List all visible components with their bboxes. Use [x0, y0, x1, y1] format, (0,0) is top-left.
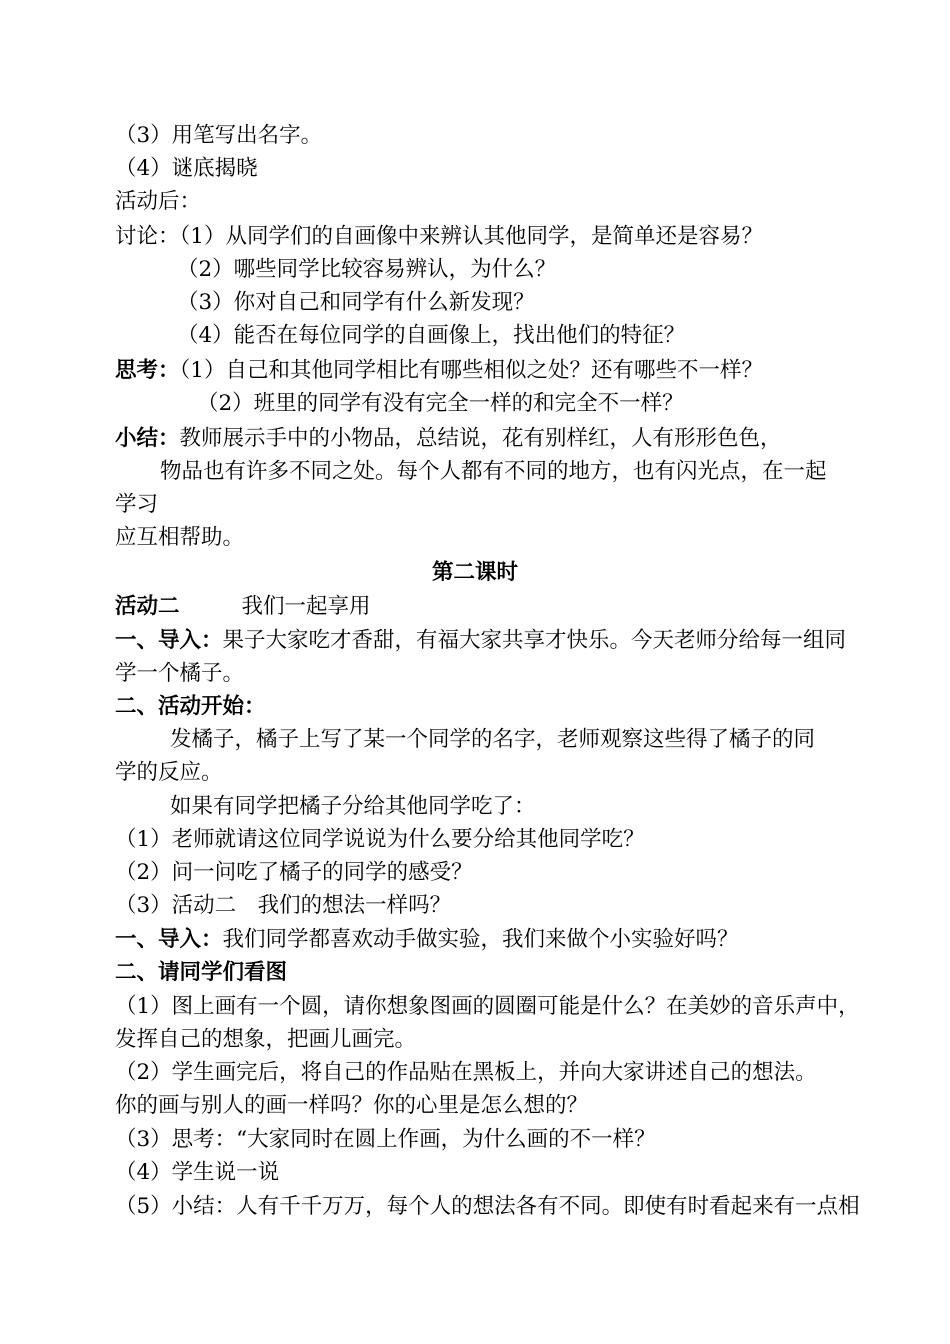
- activity-line: [115, 592, 371, 622]
- intro-line: [115, 925, 739, 955]
- section-heading: 二、请同学们看图: [115, 960, 288, 985]
- doc-line: 学一个橘子。: [115, 661, 245, 686]
- doc-text: 果子大家吃才香甜，有福大家共享才快乐。今天老师分给每一组同: [222, 628, 847, 653]
- activity-heading: 活动二: [115, 594, 180, 619]
- doc-line: （4）学生说一说: [115, 1160, 280, 1185]
- doc-line: 活动后：: [115, 189, 202, 214]
- discussion-line: [115, 222, 763, 252]
- doc-line: 发橘子，橘子上写了某一个同学的名字，老师观察这些得了橘子的同: [170, 727, 816, 752]
- intro-heading: 一、导入：: [115, 628, 223, 653]
- doc-line: 如果有同学把橘子分给其他同学吃了：: [170, 794, 536, 819]
- summary-heading: 小结：: [115, 426, 180, 451]
- doc-line: （4）谜底揭晓: [115, 156, 258, 181]
- reflection-line: [115, 356, 763, 386]
- doc-line: （3）活动二 我们的想法一样吗？: [115, 893, 452, 918]
- summary-line: [115, 424, 782, 454]
- doc-line: （3）用笔写出名字。: [115, 123, 323, 148]
- doc-line: （1）老师就请这位同学说说为什么要分给其他同学吃？: [115, 827, 645, 852]
- doc-line: （5）小结：人有千千万万，每个人的想法各有不同。即使有时看起来有一点相: [115, 1194, 860, 1219]
- doc-line: （2）哪些同学比较容易辨认，为什么？: [177, 257, 557, 282]
- doc-line: 学的反应。: [115, 760, 223, 785]
- doc-line: （2）班里的同学有没有完全一样的和完全不一样？: [197, 391, 684, 416]
- doc-line: （3）你对自己和同学有什么新发现？: [177, 290, 535, 315]
- doc-text: （1）从同学们的自画像中来辨认其他同学，是简单还是容易？: [179, 224, 763, 249]
- doc-line: 学习: [115, 492, 159, 517]
- intro-line: [115, 626, 846, 656]
- reflection-heading: 思考：: [115, 358, 180, 383]
- discussion-heading: 讨论：: [115, 224, 180, 249]
- doc-line: （4）能否在每位同学的自画像上，找出他们的特征？: [177, 323, 686, 348]
- section-heading: 二、活动开始：: [115, 694, 266, 719]
- doc-line: 应互相帮助。: [115, 525, 245, 550]
- doc-line: （2）学生画完后，将自己的作品贴在黑板上，并向大家讲述自己的想法。: [115, 1060, 817, 1085]
- doc-line: 物品也有许多不同之处。每个人都有不同的地方，也有闪光点，在一起: [160, 459, 827, 484]
- doc-line: 你的画与别人的画一样吗？你的心里是怎么想的？: [115, 1093, 589, 1118]
- doc-line: （3）思考：“大家同时在圆上作画，为什么画的不一样？: [115, 1127, 656, 1152]
- doc-text: 我们同学都喜欢动手做实验，我们来做个小实验好吗？: [222, 927, 739, 952]
- doc-line: （1）图上画有一个圆，请你想象图画的圆圈可能是什么？在美妙的音乐声中，: [115, 994, 860, 1019]
- doc-text: （1）自己和其他同学相比有哪些相似之处？还有哪些不一样？: [179, 358, 763, 383]
- doc-line: 发挥自己的想象，把画儿画完。: [115, 1027, 417, 1052]
- intro-heading: 一、导入：: [115, 927, 223, 952]
- doc-line: （2）问一问吃了橘子的同学的感受？: [115, 860, 473, 885]
- activity-title: 我们一起享用: [241, 594, 371, 619]
- section-title: 第二课时: [431, 560, 518, 585]
- doc-text: 教师展示手中的小物品，总结说，花有别样红，人有形形色色，: [179, 426, 782, 451]
